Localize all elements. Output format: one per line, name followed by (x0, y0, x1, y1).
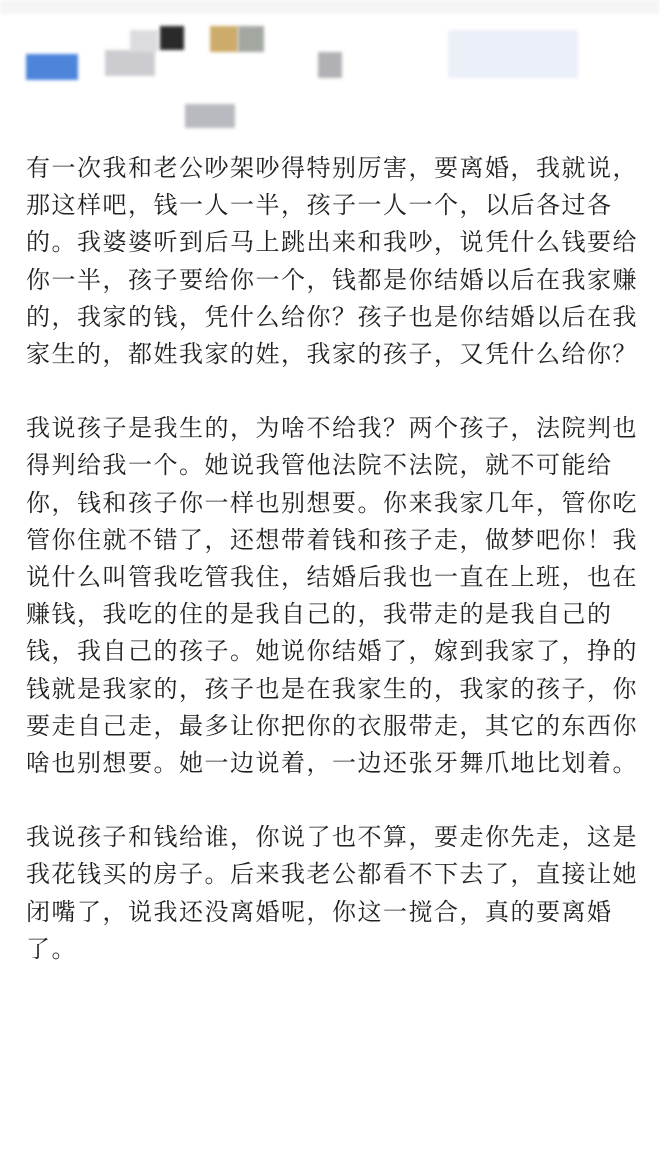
blurred-post-meta (185, 104, 235, 128)
post-paragraph-1: 有一次我和老公吵架吵得特别厉害，要离婚，我就说，那这样吧，钱一人一半，孩子一人一个，以后各过各的。我婆婆听到后马上跳出来和我吵，说凭什么钱要给你一半，孩子要给你一个，钱都是你结婚以后在我家赚的，我家的钱，凭什么给你？孩子也是你结婚以后在我家生的，都姓我家的姓，我家的孩子，又凭什么给你？ (26, 154, 638, 369)
blurred-level-badge-part (238, 26, 264, 52)
blurred-badge (160, 26, 184, 50)
post-paragraph-2: 我说孩子是我生的，为啥不给我？两个孩子，法院判也得判给我一个。她说我管他法院不法院，就不可能给你，钱和孩子你一样也别想要。你来我家几年，管你吃管你住就不错了，还想带着钱和孩子走，做梦吧你！我说什么叫管我吃管我住，结婚后我也一直在上班，也在赚钱，我吃的住的是我自己的，我带走的是我自己的钱，我自己的孩子。她说你结婚了，嫁到我家了，挣的钱就是我家的，孩子也是在我家生的，我家的孩子，你要走自己走，最多让你把你的衣服带走，其它的东西你啥也别想要。她一边说着，一边还张牙舞爪地比划着。 (26, 414, 638, 778)
blurred-user-header (0, 0, 660, 140)
blurred-meta (318, 52, 342, 78)
post-body (26, 150, 638, 1005)
blurred-username-part (130, 30, 158, 52)
post-paragraph-3: 我说孩子和钱给谁，你说了也不算，要走你先走，这是我花钱买的房子。后来我老公都看不下去了，直接让她闭嘴了，说我还没离婚呢，你这一搅合，真的要离婚了。 (26, 823, 638, 963)
blurred-level-badge (210, 26, 238, 52)
blurred-follow-button[interactable] (448, 30, 578, 78)
blurred-status-strip (0, 0, 660, 14)
blurred-avatar[interactable] (26, 54, 78, 80)
blurred-username[interactable] (105, 50, 155, 76)
